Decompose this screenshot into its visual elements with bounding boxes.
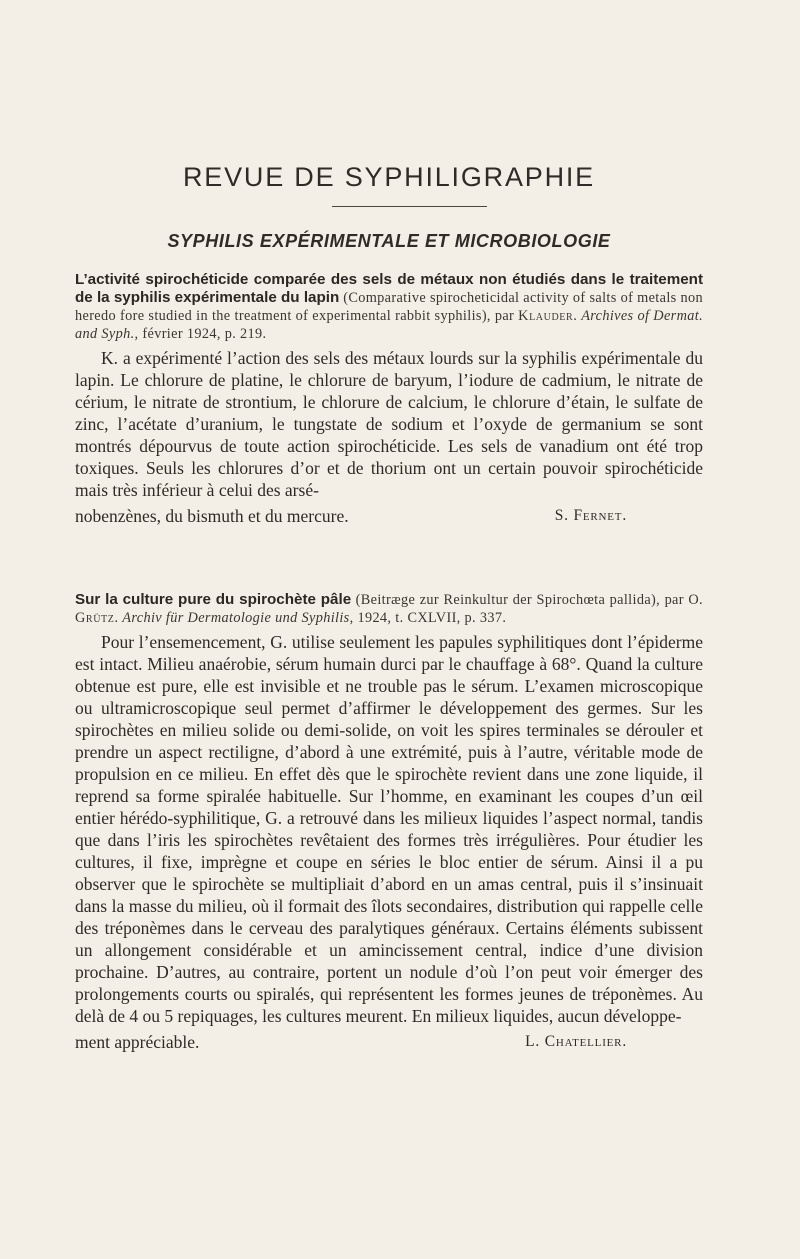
article-1-last-line: nobenzènes, du bismuth et du mercure. bbox=[75, 506, 349, 526]
article-2-ref-post: , 1924, t. CXLVII, p. 337. bbox=[349, 610, 507, 626]
article-1-body: K. a expérimenté l’action des sels des métaux lourds sur la syphilis expérimentale du lapin. Le chlorure de platine, le chlorure de baryum, l’iodure de cadmium, le nitrate de cérium, le nitrate de strontium, le chlorure de calcium, le chlorure d’étain, le sulfate de zinc, l’acétate d’uranium, le tungstate de sodium et l’oxyde de germanium se sont montrés dépourvus de toute action spirochéticide. Les sels de vanadium ont été trop toxiques. Seuls les chlorures d’or et de thorium ont un certain pouvoir spirochéticide mais très inférieur à celui des arsé- bbox=[75, 348, 703, 500]
section-title: SYPHILIS EXPÉRIMENTALE ET MICROBIOLOGIE bbox=[167, 231, 611, 251]
journal-title: REVUE DE SYPHILIGRAPHIE bbox=[182, 162, 595, 192]
article-2-body: Pour l’ensemencement, G. utilise seulement les papules syphilitiques dont l’épiderme est intact. Milieu anaérobie, sérum humain durci par le chauffage à 68°. Quand la culture obtenue est pure, elle est invisible et ne trouble pas le sérum. L’examen microscopique ou ultramicroscopique seul permet d’affirmer le développement des germes. Sur les spirochètes en milieu solide ou demi-solide, on voit les spires terminales se dérouler et prendre un aspect rectiligne, d’abord à une extrémité, puis à l’autre, véritable mode de propulsion en ce milieu. En effet dès que le spirochète revient dans une zone liquide, il reprend sa forme spiralée habituelle. Sur l’homme, en examinant les coupes d’un œil entier hérédo-syphilitique, G. a retrouvé dans les milieux liquides l’aspect normal, tandis que dans l’iris les spirochètes revêtaient des formes très irrégulières. Pour étudier les cultures, il fixe, imprègne et coupe en séries le bloc entier de sérum. Ainsi il a pu observer que le spirochète se multipliait d’abord en un amas central, puis il s’insinuait dans la masse du milieu, où il formait des îlots secondaires, distribution qui rappelle celle des tréponèmes dans le cerveau des paralytiques généraux. Certains éléments subissent un allongement considérable et un amincissement central, indice d’une division prochaine. D’autres, au contraire, portent un nodule d’où l’on peut voir émerger des prolongements courts ou spiralés, qui représentent les formes jeunes de tréponèmes. Au delà de 4 ou 5 repiquages, les cultures meurent. En milieux liquides, aucun développe- bbox=[75, 632, 703, 1026]
article-2-author: Grütz bbox=[75, 610, 115, 626]
article-1-signature: S. Fernet. bbox=[554, 507, 627, 524]
article-1-heading bbox=[75, 271, 703, 343]
article-1-ref-post: , février 1924, p. 219. bbox=[134, 326, 267, 342]
article-2-last-line: ment appréciable. bbox=[75, 1032, 200, 1052]
article-2-journal: Archiv für Dermatologie und Syphilis bbox=[122, 610, 350, 626]
article-2-heading bbox=[75, 591, 703, 627]
article-1-journal: Archives of Dermat. and Syph. bbox=[75, 308, 704, 342]
article-1-author: Klauder bbox=[518, 308, 574, 324]
article-1-headline: L’activité spirochéticide comparée des sels de métaux non étudiés dans le traitement de la syphilis expérimentale du lapin bbox=[75, 271, 703, 306]
article-2 bbox=[75, 591, 703, 1053]
article-2-closing bbox=[75, 1031, 703, 1053]
article-2-ref-pre: (Beitræge zur Reinkultur der Spirochœta pallida), par O. bbox=[351, 592, 703, 608]
title-divider bbox=[332, 206, 487, 207]
article-1 bbox=[75, 271, 703, 527]
article-1-ref-sep: . bbox=[573, 308, 582, 324]
article-1-ref-pre: (Comparative spirocheticidal activity of salts of metals non heredo fore studied in the treatment of experimental rabbit syphilis), par bbox=[75, 290, 703, 324]
article-2-ref-sep: . bbox=[114, 610, 123, 626]
article-2-signature: L. Chatellier. bbox=[525, 1033, 627, 1050]
article-2-headline: Sur la culture pure du spirochète pâle bbox=[75, 591, 352, 608]
article-1-closing bbox=[75, 505, 703, 527]
